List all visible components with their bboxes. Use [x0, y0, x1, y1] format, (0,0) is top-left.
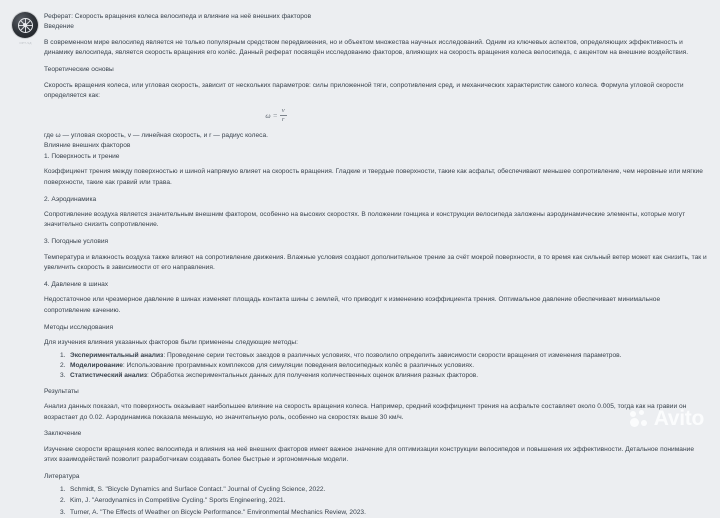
factor-text-aerodynamics: Сопротивление воздуха является значительным внешним фактором, особенно на высоких скоростях. В положении гонщика и конструкции велосипеда заложены аэродинамические элементы, которые могут значительно снизить сопротивление. — [44, 210, 686, 229]
method-desc: : Использование программных комплексов для симуляции поведения велосипедных колёс в различных условиях. — [122, 361, 475, 369]
factor-heading-surface: 1. Поверхность и трение — [44, 152, 120, 160]
method-desc: : Обработка экспериментальных данных для получения количественных оценок влияния разных факторов. — [147, 372, 479, 380]
methods-list — [44, 351, 708, 382]
factor-text-tire-pressure: Недостаточное или чрезмерное давление в шинах изменяет площадь контакта шины с землей, что приводит к изменению коэффициента трения. Оптимальное давление обеспечивает минимальное сопротивление качению. — [44, 296, 661, 314]
method-name: Статистический анализ — [70, 372, 148, 380]
theory-paragraph: Скорость вращения колеса, или угловая скорость, зависит от нескольких параметров: силы приложенной тяги, сопротивления сред, и механических характеристик самого колеса. Формула угловой скорости определяется как: — [44, 81, 684, 99]
factor-heading-weather: 3. Погодные условия — [44, 238, 109, 246]
factor-text-weather: Температура и влажность воздуха также влияют на сопротивление движения. Влажные условия создают дополнительное трение за счёт мокрой поверхности, в то время как сильный ветер может как снизить, так и увеличить скорость в зависимости от его направления. — [44, 253, 707, 272]
factor-heading-aerodynamics: 2. Аэродинамика — [44, 195, 97, 203]
formula-denominator: r — [281, 116, 285, 124]
avito-wordmark: Avito — [653, 407, 704, 430]
list-item — [44, 371, 708, 381]
references-list — [44, 484, 708, 518]
results-text: Анализ данных показал, что поверхность оказывает наибольшее влияние на скорость вращения колеса. Например, средний коэффициент трения на асфальте составляет около 0.005, тогда как на гравии он возрастает до 0.02. Аэродинамика показала меньшую, но значительную роль, особенно на скоростях выше 30 км/ч. — [44, 403, 687, 421]
section-heading-introduction: Введение — [44, 23, 74, 31]
formula-fraction — [280, 108, 287, 124]
document-body — [44, 6, 712, 518]
section-heading-theory: Теоретические основы — [44, 66, 114, 74]
section-heading-results: Результаты — [44, 387, 79, 395]
wheel-logo-icon — [12, 12, 38, 38]
list-item: Turner, A. "The Effects of Weather on Bicycle Performance." Environmental Mechanics Review, 2023. — [70, 508, 366, 516]
list-item — [44, 361, 708, 371]
formula-equals: = — [272, 111, 278, 121]
factor-text-surface: Коэффициент трения между поверхностью и шиной напрямую влияет на скорость вращения. Гладкие и твердые поверхности, такие как асфальт, обеспечивают меньшее сопротивление, чем неровные или мягкие поверхности, такие как гравий или трава. — [44, 168, 703, 186]
formula-note: где ω — угловая скорость, v — линейная скорость, и r — радиус колеса. — [44, 132, 268, 140]
method-desc: : Проведение серии тестовых заездов в различных условиях, что позволило определить зависимости скорости вращения от изменения параметров. — [163, 351, 622, 359]
formula-numerator: v — [281, 106, 285, 114]
section-heading-conclusion: Заключение — [44, 430, 82, 438]
list-item — [44, 351, 708, 361]
avatar-column — [0, 6, 44, 45]
section-heading-methods: Методы исследования — [44, 323, 114, 331]
methods-intro: Для изучения влияния указанных факторов были применены следующие методы: — [44, 339, 298, 347]
section-heading-factors: Влияние внешних факторов — [44, 142, 131, 150]
section-heading-literature: Литература — [44, 473, 80, 481]
avatar-caption: OPT-ЧД — [18, 41, 32, 45]
document-title: Реферат: Скорость вращения колеса велосипеда и влияние на неё внешних факторов — [44, 13, 312, 20]
formula-lhs: ω — [265, 111, 271, 121]
method-name: Экспериментальный анализ — [70, 351, 164, 359]
message-row — [0, 6, 712, 518]
list-item: Schmidt, S. "Bicycle Dynamics and Surface Contact." Journal of Cycling Science, 2022. — [70, 485, 326, 493]
conclusion-text: Изучение скорости вращения колес велосипеда и влияния на неё внешних факторов имеет важное значение для оптимизации конструкции велосипедов и повышения их эффективности. Детальное понимание этих взаимодействий позволит разработчикам создавать более быстрые и эргономичные модели. — [44, 445, 695, 464]
factor-heading-tire-pressure: 4. Давление в шинах — [44, 281, 109, 288]
list-item: Kim, J. "Aerodynamics in Competitive Cycling." Sports Engineering, 2021. — [70, 497, 286, 505]
method-name: Моделирование — [70, 361, 123, 369]
angular-speed-formula — [44, 108, 708, 124]
introduction-paragraph: В современном мире велосипед является не только популярным средством передвижения, но и объектом множества научных исследований. Одним из ключевых аспектов, определяющих эффективность и динамику велосипеда, является скорость вращения его колёс. Данный реферат посвящён исследованию факторов, влияющих на скорость вращения колеса велосипеда, с акцентом на внешние воздействия. — [44, 38, 689, 57]
